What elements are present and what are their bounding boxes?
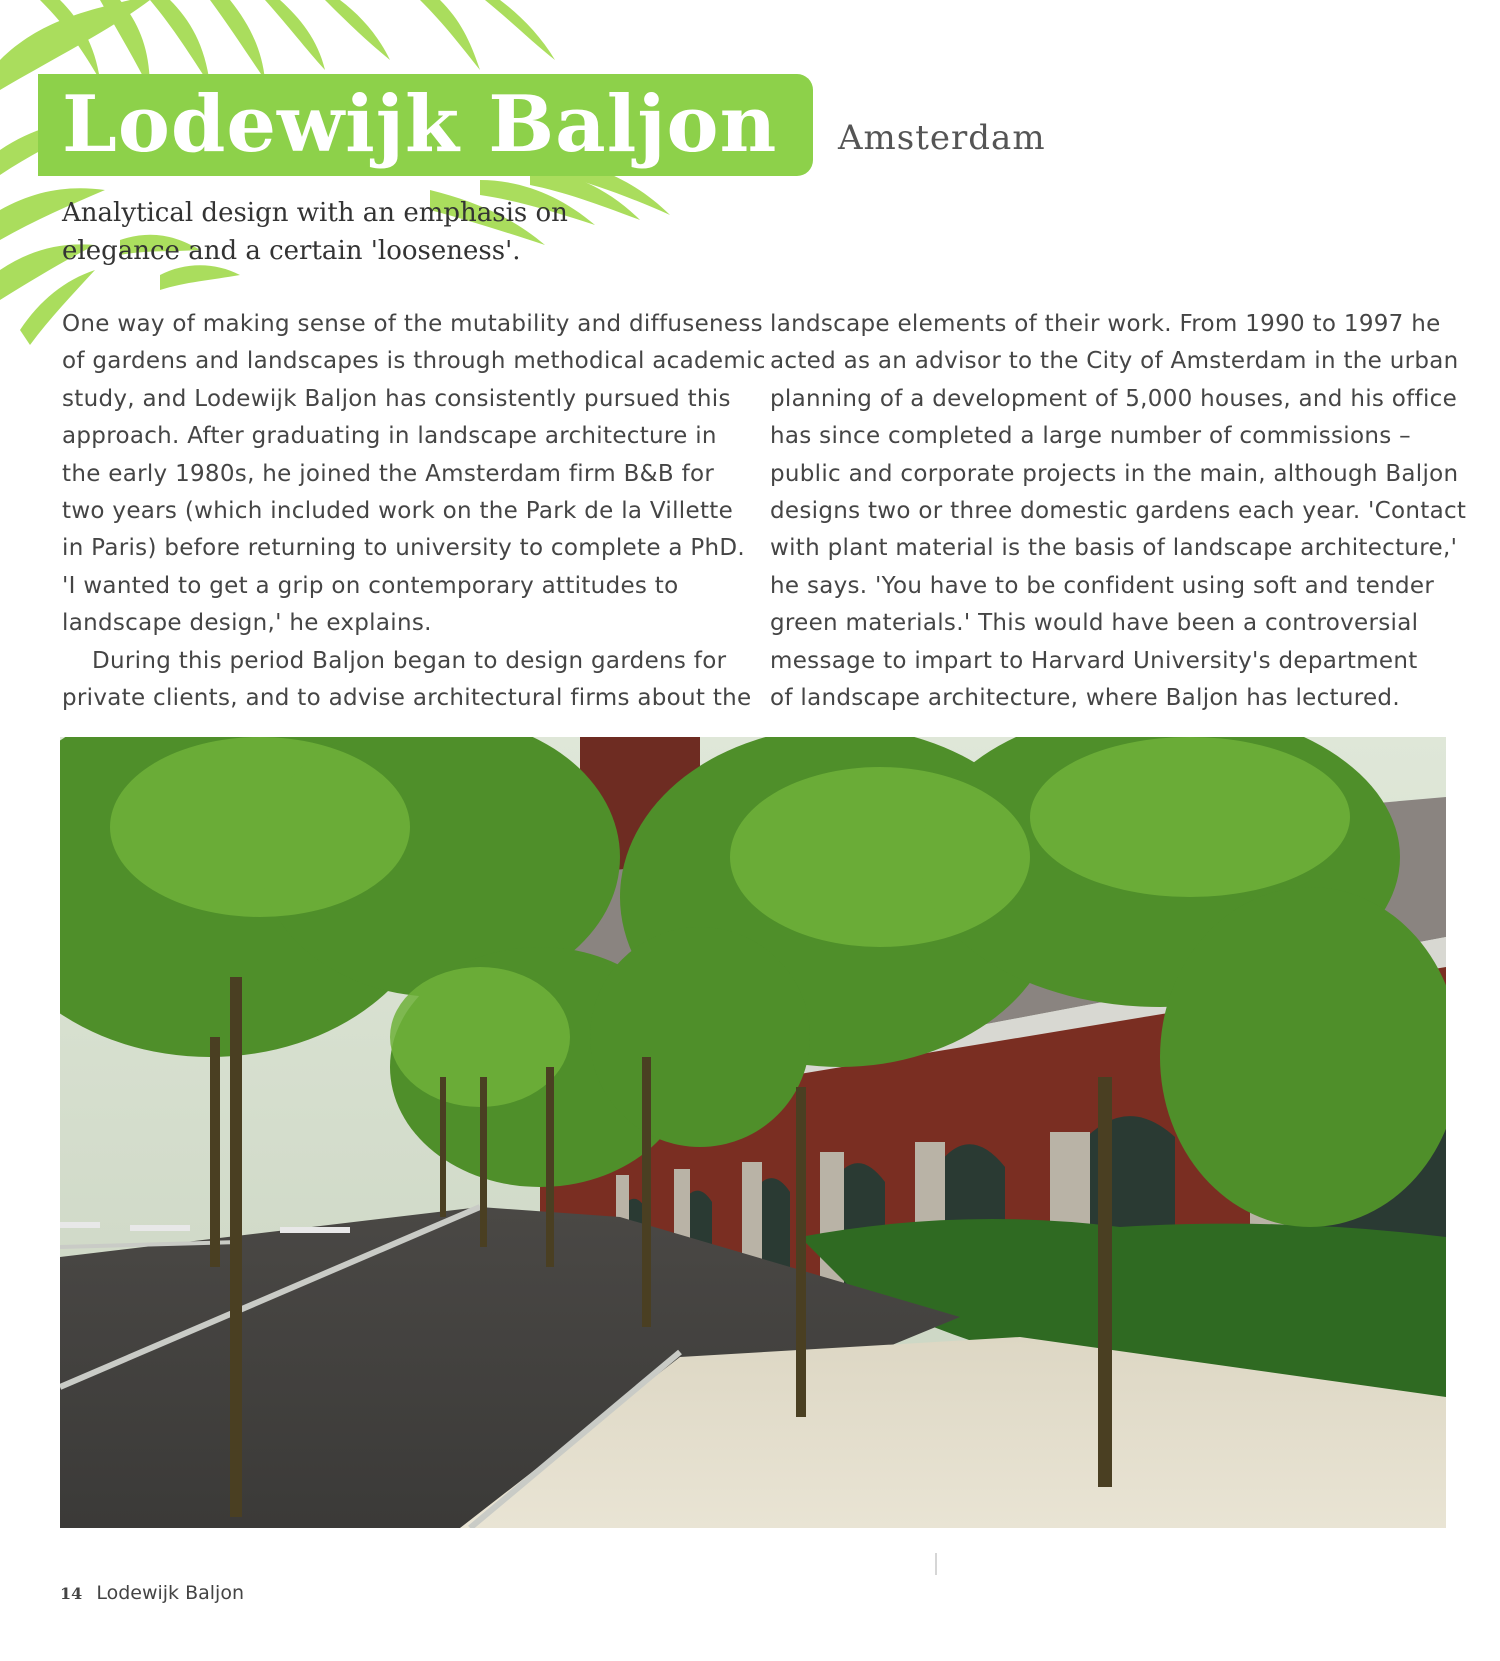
courtyard-photo [60, 737, 1446, 1528]
body-text-line: 'I wanted to get a grip on contemporary attitudes to [62, 572, 679, 599]
page-title: Lodewijk Baljon [62, 79, 778, 170]
body-text-line: green materials.' This would have been a controversial [770, 610, 1419, 637]
city-label: Amsterdam [838, 118, 1046, 158]
body-text-line: he says. 'You have to be confident using soft and tender [770, 572, 1435, 599]
body-text-line: One way of making sense of the mutability and diffuseness [62, 311, 763, 337]
body-column-left [62, 306, 766, 717]
body-text-line: in Paris) before returning to university to complete a PhD. [62, 535, 746, 562]
body-text-line: with plant material is the basis of landscape architecture,' [770, 535, 1458, 562]
body-text-line: landscape elements of their work. From 1990 to 1997 he [770, 311, 1441, 337]
subtitle-line: Analytical design with an emphasis on [62, 198, 568, 228]
running-title: Lodewijk Baljon [96, 1582, 244, 1604]
page-footer [60, 1582, 244, 1604]
body-text-line: landscape design,' he explains. [62, 610, 432, 637]
body-text-line: two years (which included work on the Park de la Villette [62, 498, 734, 525]
body-text-line: the early 1980s, he joined the Amsterdam firm B&B for [62, 460, 715, 487]
body-text-line: approach. After graduating in landscape architecture in [62, 423, 717, 450]
body-column-right [770, 306, 1467, 717]
body-text-line: of gardens and landscapes is through methodical academic [62, 348, 766, 375]
body-text-line: private clients, and to advise architectural firms about the [62, 685, 752, 712]
gutter-mark [935, 1553, 937, 1575]
page-number: 14 [60, 1584, 83, 1603]
body-text-line: acted as an advisor to the City of Amsterdam in the urban [770, 348, 1459, 375]
body-text-line: has since completed a large number of commissions – [770, 423, 1411, 450]
body-text-line: designs two or three domestic gardens each year. 'Contact [770, 498, 1467, 525]
subtitle-line: elegance and a certain 'looseness'. [62, 236, 521, 266]
body-text-line: message to impart to Harvard University's department [770, 647, 1418, 674]
body-text-line: planning of a development of 5,000 houses, and his office [770, 385, 1458, 412]
body-text-line: During this period Baljon began to design gardens for [92, 647, 727, 674]
subtitle [62, 194, 622, 270]
body-text-line: of landscape architecture, where Baljon has lectured. [770, 685, 1400, 712]
body-text-line: study, and Lodewijk Baljon has consistently pursued this [62, 385, 731, 412]
body-text-line: public and corporate projects in the main, although Baljon [770, 460, 1459, 487]
